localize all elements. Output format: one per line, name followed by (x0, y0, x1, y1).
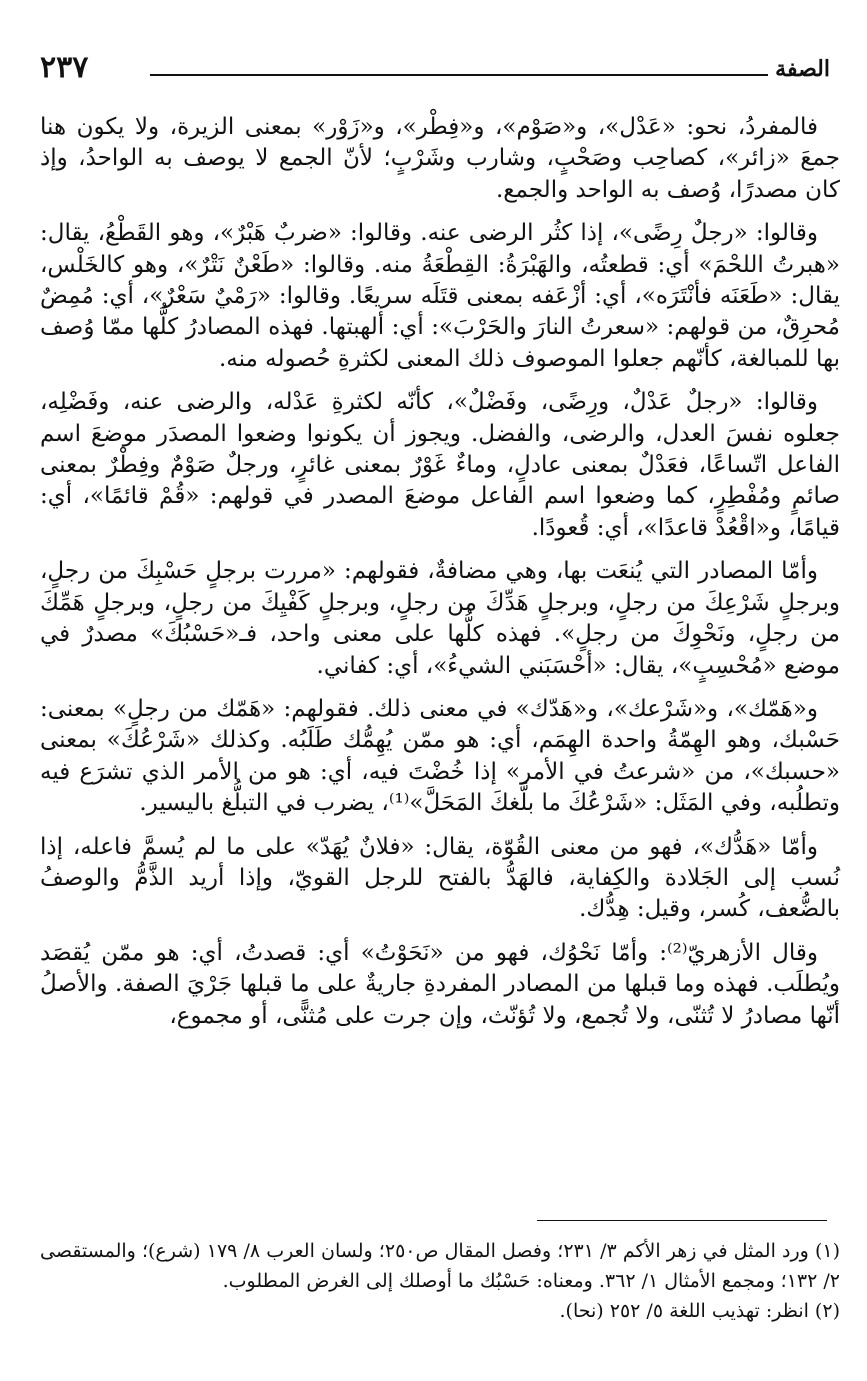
running-title: الصفة (775, 56, 830, 82)
paragraph: فالمفردُ، نحو: «عَدْل»، و«صَوْم»، و«فِطْر»، و«زَوْر» بمعنى الزيرة، ولا يكون هنا جمعَ «زائر»، كصاحِب وصَحْبٍ، وشارب وشَرْبٍ؛ لأنّ الجمع لا يوصف به الواحدُ، وإذ كان مصدرًا، وُصف به الواحد والجمع. (40, 114, 840, 203)
footnote-divider (537, 1220, 827, 1221)
paragraph: وأمّا المصادر التي يُنعَت بها، وهي مضافةٌ، فقولهم: «مررت برجلٍ حَسْبِكَ من رجلٍ، وبرجلٍ شَرْعِكَ من رجلٍ، وبرجلٍ هَدِّكَ من رجلٍ، وبرجلٍ كَفْيِكَ من رجلٍ، وبرجلٍ هَمِّكَ من رجلٍ، ونَحْوِكَ من رجلٍ». فهذه كلُّها على معنى واحد، فـ«حَسْبُكَ» مصدرٌ في موضع «مُحْسِبٍ»، يقال: «أحْسَبَني الشيءُ»، أي: كفاني. (40, 558, 840, 679)
footnotes (40, 1236, 840, 1326)
paragraph: وقالوا: «رجلٌ عَدْلٌ، ورِضًى، وفَضْلٌ»، كأنّه لكثرةِ عَدْله، والرضى عنه، وفَضْلِه، جعلوه نفسَ العدل، والرضى، والفضل. ويجوز أن يكونوا وضعوا المصدَر موضعَ اسم الفاعل اتّساعًا، فعَدْلٌ بمعنى عادلٍ، وماءٌ غَوْرٌ بمعنى غائرٍ، ورجلٌ صَوْمٌ وفِطْرٌ بمعنى صائمٍ ومُفْطِرٍ، كما وضعوا اسم الفاعل موضعَ المصدر في قولهم: «قُمْ قائمًا»، أي: قيامًا، و«اقْعُدْ قاعدًا»، أي: قُعودًا. (40, 389, 840, 541)
main-text (40, 112, 840, 1044)
paragraph: و«هَمّك»، و«شَرْعك»، و«هَدّك» في معنى ذلك. فقولهم: «هَمّك من رجلٍ» بمعنى: حَسْبك، وهو الهِمّةُ واحدة الهِمَم، أي: هو ممّن يُهِمُّك طَلَبُه. وكذلك «شَرْعُكَ» بمعنى «حسبك»، من «شرعتُ في الأمر» إذا خُضْتَ فيه، أي: هو من الأمر الذي تشرَع فيه وتطلُبه، وفي المَثَل: «شَرْعُكَ ما بلَّغكَ المَحَلَّ»⁽¹⁾، يضرب في التبلُّغ باليسير. (40, 695, 840, 817)
paragraph: وقال الأزهريّ⁽²⁾: وأمّا نَحْوُك، فهو من «نَحَوْتُ» أي: قصدتُ، أي: هو ممّن يُقصَد ويُطلَب. فهذه وما قبلها من المصادر المفردةِ جاريةٌ على ما قبلها جَرْيَ الصفة. والأصلُ أنّها مصادرُ لا تُثنّى، ولا تُجمع، ولا تُؤنّث، وإن جرت على مُثنًّى، أو مجموع، (40, 939, 840, 1029)
footnote: (٢) انظر: تهذيب اللغة ٥/ ٢٥٢ (نحا). (559, 1300, 840, 1322)
header-rule (150, 74, 768, 76)
paragraph: وقالوا: «رجلٌ رِضًى»، إذا كثُر الرضى عنه. وقالوا: «ضربٌ هَبْرٌ»، وهو القَطْعُ، يقال: «هبرتُ اللحْمَ» أي: قطعتُه، والهَبْرَةُ: القِطْعَةُ منه. وقالوا: «طَعْنٌ نَتْرٌ»، وهو كالخَلْس، يقال: «طَعَنَه فأنْتَرَه»، أي: أزْعَفه بمعنى قتَلَه سريعًا. وقالوا: «رَمْيٌ سَعْرٌ»، أي: مُمِضٌ مُحرِقٌ، من قولهم: «سعرتُ النارَ والحَرْبَ»: أي: ألهبتها. فهذه المصادرُ كلُّها ممّا وُصف بها للمبالغة، كأنّهم جعلوا الموصوف ذلك المعنى لكثرةِ حُصوله منه. (40, 220, 840, 372)
page-number: ٢٣٧ (40, 50, 89, 85)
page-header (40, 50, 830, 90)
footnote: (١) ورد المثل في زهر الأكم ٣/ ٢٣١؛ وفصل المقال ص٢٥٠؛ ولسان العرب ٨/ ١٧٩ (شرع)؛ والمستقصى ٢/ ١٣٢؛ ومجمع الأمثال ١/ ٣٦٢. ومعناه: حَسْبُك ما أوصلك إلى الغرض المطلوب. (40, 1240, 840, 1292)
paragraph: وأمّا «هَدُّك»، فهو من معنى القُوّة، يقال: «فلانٌ يُهَدّ» على ما لم يُسمَّ فاعله، إذا نُسب إلى الجَلادة والكِفاية، فالهَدُّ بالفتح للرجل القويّ، وإذا أريد الذَّمُّ والوصفُ بالضُّعف، كُسر، وقيل: هِدُّك. (40, 833, 840, 923)
